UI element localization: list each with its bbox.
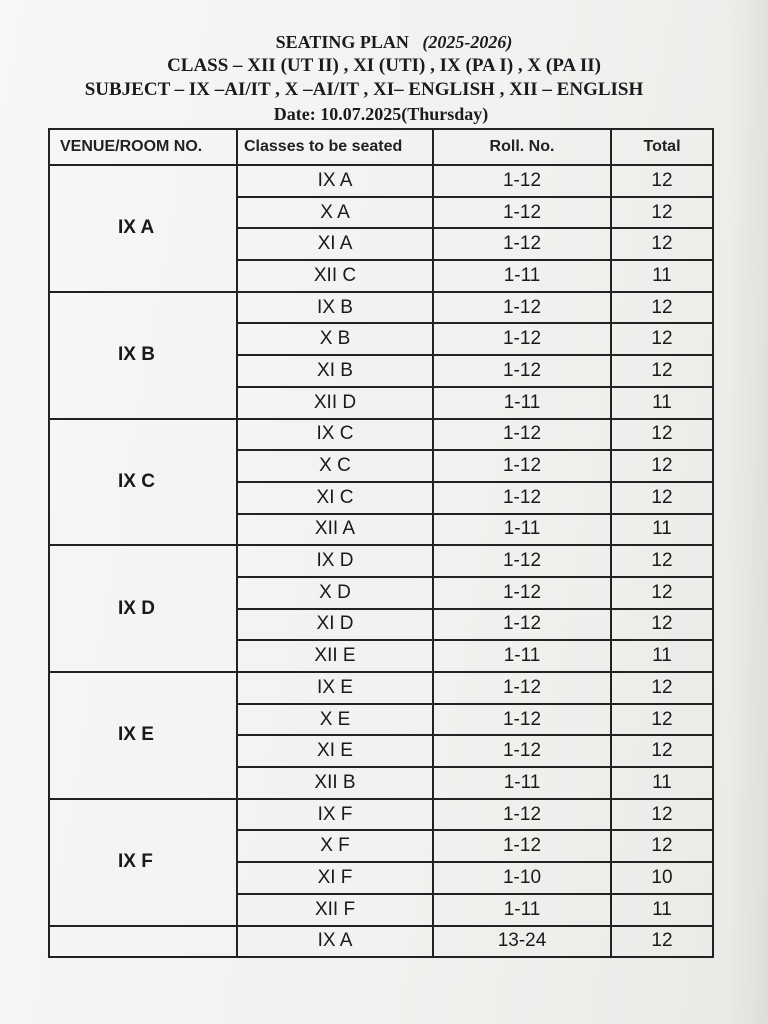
classes-line: CLASS – XII (UT II) , XI (UTI) , IX (PA I) , X (PA II) — [167, 55, 601, 76]
class-cell: IX D — [237, 545, 433, 577]
table-row — [49, 165, 713, 197]
class-cell: IX C — [237, 419, 433, 451]
table-row — [49, 672, 713, 704]
roll-cell: 1-12 — [433, 323, 611, 355]
table-row — [49, 545, 713, 577]
table-row — [49, 926, 713, 958]
document-title: SEATING PLAN — [275, 32, 409, 52]
total-cell: 12 — [611, 323, 713, 355]
roll-cell: 1-12 — [433, 799, 611, 831]
class-cell: XII F — [237, 894, 433, 926]
class-cell: X A — [237, 197, 433, 229]
class-cell: XI C — [237, 482, 433, 514]
venue-cell: IX E — [49, 672, 237, 799]
class-cell: XI E — [237, 735, 433, 767]
roll-cell: 1-11 — [433, 514, 611, 546]
column-header-total: Total — [611, 129, 713, 165]
total-cell: 12 — [611, 419, 713, 451]
class-cell: IX E — [237, 672, 433, 704]
roll-cell: 1-12 — [433, 165, 611, 197]
class-cell: IX F — [237, 799, 433, 831]
roll-cell: 1-12 — [433, 228, 611, 260]
roll-cell: 1-10 — [433, 862, 611, 894]
roll-cell: 1-11 — [433, 767, 611, 799]
roll-cell: 1-11 — [433, 640, 611, 672]
venue-cell: IX D — [49, 545, 237, 672]
class-cell: XI F — [237, 862, 433, 894]
table-row — [49, 419, 713, 451]
total-cell: 11 — [611, 387, 713, 419]
class-cell: XI D — [237, 609, 433, 641]
column-header-classes: Classes to be seated — [237, 129, 433, 165]
class-cell: XII C — [237, 260, 433, 292]
venue-cell: IX F — [49, 799, 237, 926]
total-cell: 12 — [611, 704, 713, 736]
roll-cell: 1-12 — [433, 419, 611, 451]
roll-cell: 1-11 — [433, 260, 611, 292]
class-cell: IX B — [237, 292, 433, 324]
roll-cell: 1-12 — [433, 355, 611, 387]
class-cell: IX A — [237, 165, 433, 197]
roll-cell: 1-12 — [433, 197, 611, 229]
total-cell: 12 — [611, 355, 713, 387]
total-cell: 12 — [611, 799, 713, 831]
total-cell: 11 — [611, 640, 713, 672]
total-cell: 12 — [611, 926, 713, 958]
total-cell: 12 — [611, 545, 713, 577]
page-shadow — [728, 0, 768, 1024]
class-cell: X B — [237, 323, 433, 355]
venue-cell: IX C — [49, 419, 237, 546]
class-cell: X F — [237, 830, 433, 862]
total-cell: 11 — [611, 514, 713, 546]
class-cell: X C — [237, 450, 433, 482]
roll-cell: 1-12 — [433, 545, 611, 577]
roll-cell: 13-24 — [433, 926, 611, 958]
class-cell: X D — [237, 577, 433, 609]
venue-cell: IX A — [49, 165, 237, 292]
column-header-venue: VENUE/ROOM NO. — [49, 129, 237, 165]
total-cell: 11 — [611, 260, 713, 292]
roll-cell: 1-12 — [433, 609, 611, 641]
total-cell: 12 — [611, 830, 713, 862]
class-cell: XII D — [237, 387, 433, 419]
subjects-line: SUBJECT – IX –AI/IT , X –AI/IT , XI– ENGLISH , XII – ENGLISH — [84, 79, 644, 100]
class-cell: XII E — [237, 640, 433, 672]
roll-cell: 1-12 — [433, 577, 611, 609]
total-cell: 11 — [611, 894, 713, 926]
date-line: Date: 10.07.2025(Thursday) — [273, 104, 489, 124]
total-cell: 12 — [611, 577, 713, 609]
column-header-roll: Roll. No. — [433, 129, 611, 165]
roll-cell: 1-11 — [433, 387, 611, 419]
class-cell: IX A — [237, 926, 433, 958]
class-cell: XI B — [237, 355, 433, 387]
total-cell: 12 — [611, 735, 713, 767]
total-cell: 12 — [611, 609, 713, 641]
roll-cell: 1-12 — [433, 672, 611, 704]
class-cell: XII A — [237, 514, 433, 546]
class-cell: XII B — [237, 767, 433, 799]
roll-cell: 1-12 — [433, 704, 611, 736]
total-cell: 12 — [611, 672, 713, 704]
roll-cell: 1-12 — [433, 735, 611, 767]
total-cell: 11 — [611, 767, 713, 799]
total-cell: 12 — [611, 228, 713, 260]
roll-cell: 1-12 — [433, 830, 611, 862]
venue-cell: IX B — [49, 292, 237, 419]
seating-table — [48, 128, 714, 958]
total-cell: 12 — [611, 450, 713, 482]
venue-cell — [49, 926, 237, 958]
table-row — [49, 799, 713, 831]
total-cell: 12 — [611, 292, 713, 324]
total-cell: 12 — [611, 482, 713, 514]
roll-cell: 1-11 — [433, 894, 611, 926]
class-cell: X E — [237, 704, 433, 736]
total-cell: 12 — [611, 165, 713, 197]
roll-cell: 1-12 — [433, 482, 611, 514]
table-header-row — [49, 129, 713, 165]
total-cell: 10 — [611, 862, 713, 894]
total-cell: 12 — [611, 197, 713, 229]
title-line — [20, 30, 768, 54]
document-header — [0, 30, 768, 126]
table-body — [49, 165, 713, 957]
roll-cell: 1-12 — [433, 292, 611, 324]
session-year: (2025-2026) — [422, 32, 513, 52]
table-row — [49, 292, 713, 324]
roll-cell: 1-12 — [433, 450, 611, 482]
class-cell: XI A — [237, 228, 433, 260]
